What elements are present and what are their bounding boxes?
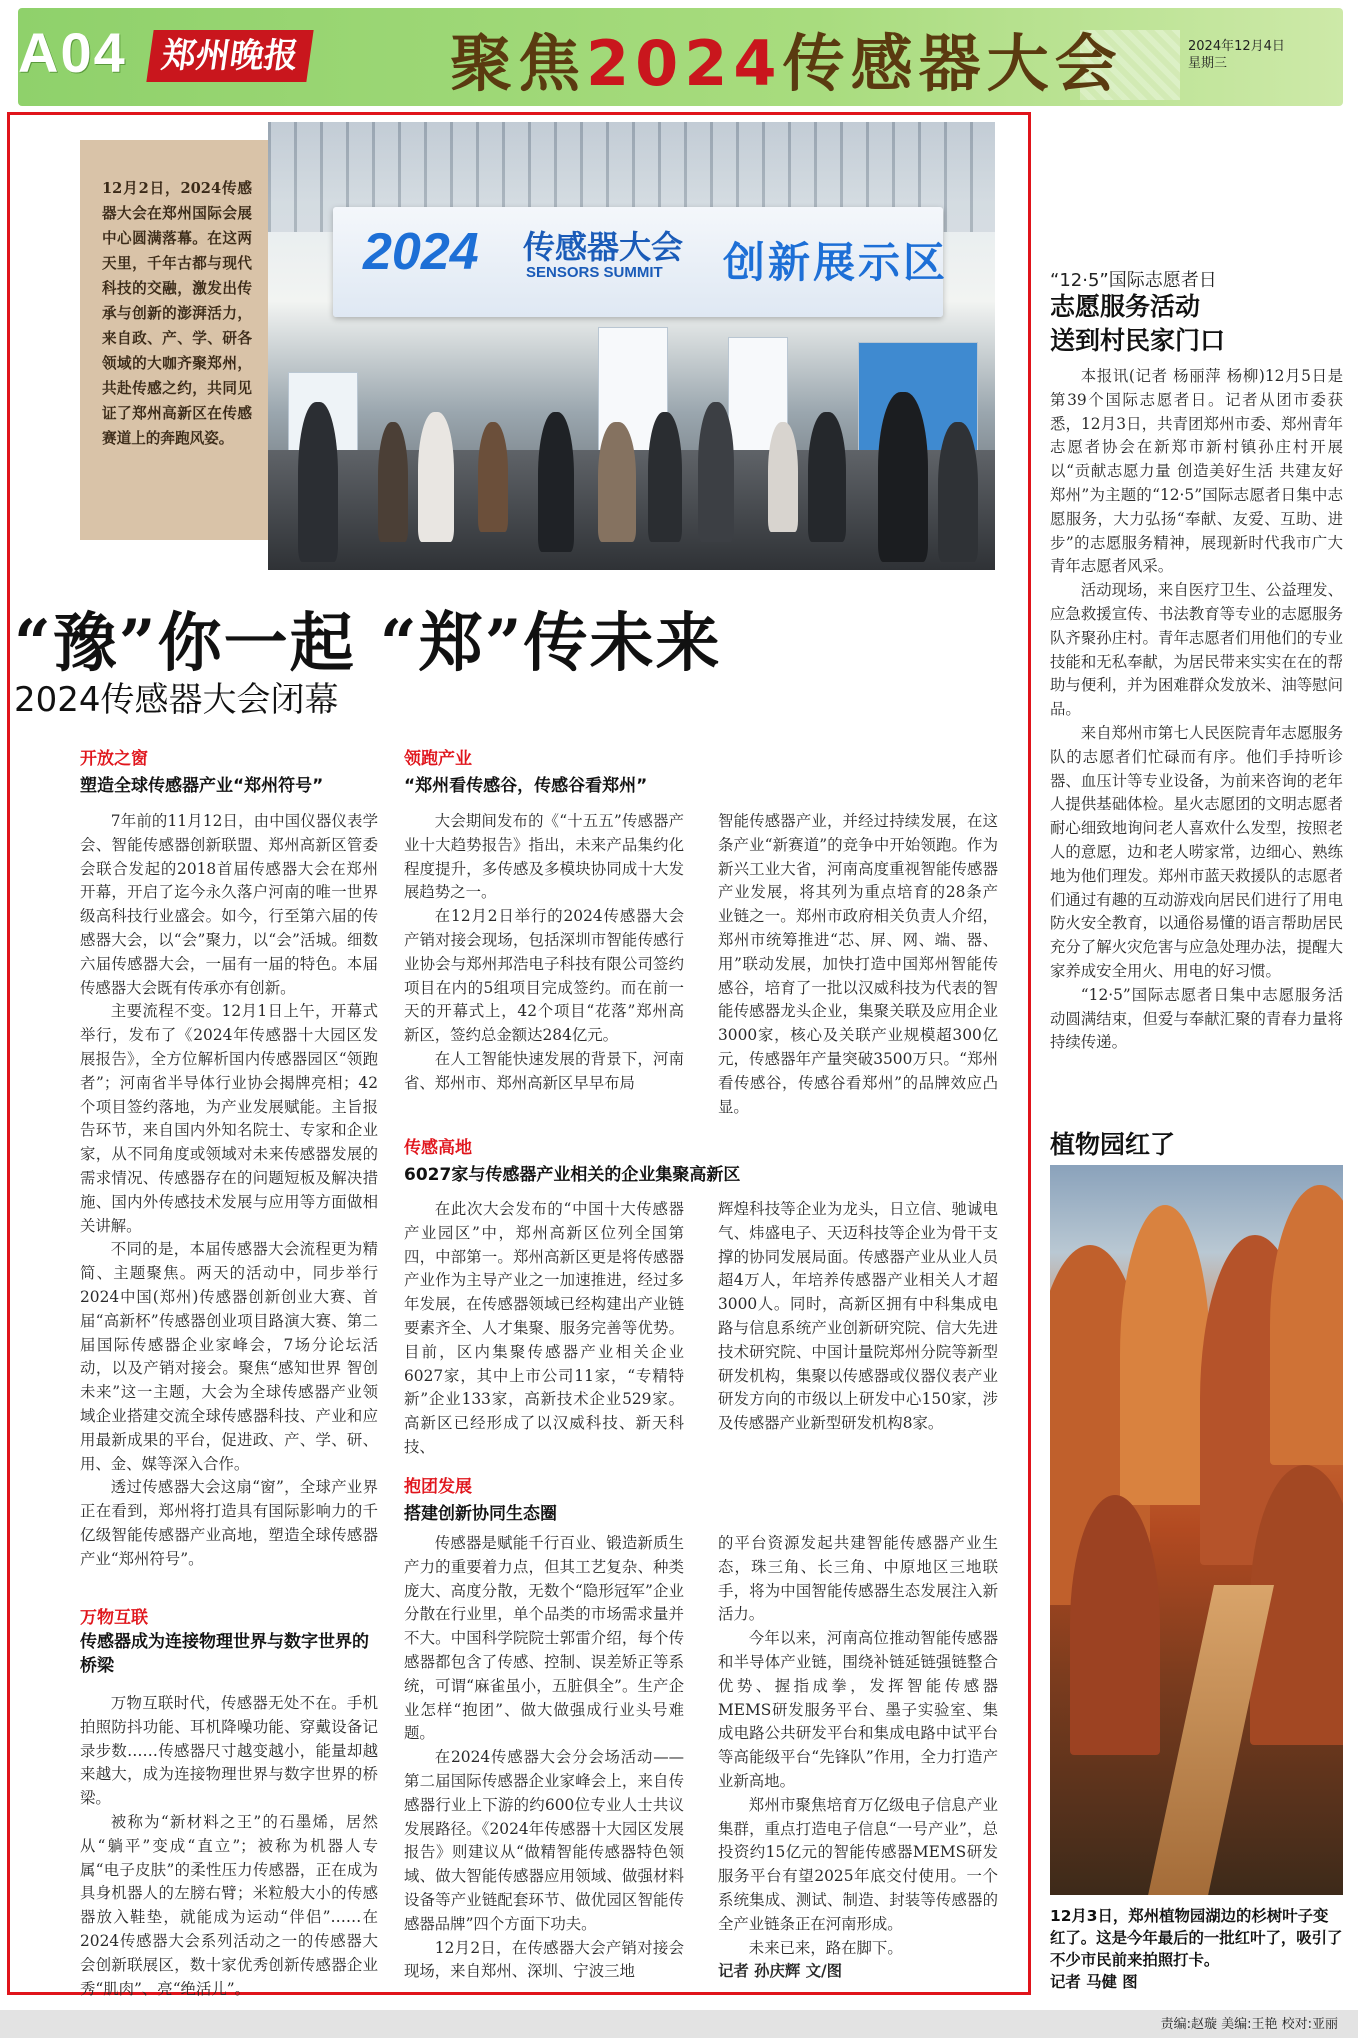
paragraph: 传感器是赋能千行百业、锻造新质生产力的重要着力点，但其工艺复杂、种类庞大、高度分散，无数个“隐形冠军”企业分散在行业里，单个品类的市场需求量并不大。中国科学院院士郭雷介绍，每个传感器都包含了传感、控制、误差矫正等系统，可谓“麻雀虽小，五脏俱全”。生产企业怎样“抱团”、做大做强成行业头号难题。 — [404, 1534, 684, 1743]
paragraph: 活动现场，来自医疗卫生、公益理发、应急救援宣传、书法教育等专业的志愿服务队齐聚孙庄村。青年志愿者们用他们的专业技能和无私奉献，为居民带来实实在在的帮助与便利，并为困难群众发放米、油等慰问品。 — [1050, 581, 1343, 719]
column-text — [404, 1532, 684, 1984]
exhibition-photo — [268, 122, 995, 570]
section-tag: 抱团发展 — [404, 1477, 472, 1497]
newspaper-logo: 郑州晚报 — [146, 30, 313, 82]
section-open-window — [80, 744, 378, 1572]
photo-caption: 12月2日，2024传感器大会在郑州国际会展中心圆满落幕。在这两天里，千年古都与现代科技的交融，激发出传承与创新的澎湃活力，来自政、产、学、研各领域的大咖齐聚郑州，共赴传感之约，共同见证了郑州高新区在传感赛道上的奔跑风姿。 — [80, 140, 268, 540]
paragraph: 被称为“新材料之王”的石墨烯，居然从“躺平”变成“直立”；被称为机器人专属“电子皮肤”的柔性压力传感器，正在成为具身机器人的左膀右臂；米粒般大小的传感器放入鞋垫，就能成为运动“伴侣”……在2024传感器大会系列活动之一的传感器大会创新联展区，数十家优秀创新传感器企业秀“肌肉”、亮“绝活儿”。 — [80, 1812, 378, 1998]
paragraph: 来自郑州市第七人民医院青年志愿服务队的志愿者们忙碌而有序。他们手持听诊器、血压计等专业设备，为前来咨询的老年人提供基础体检。星火志愿团的文明志愿者耐心细致地询问老人喜欢什么发型，按照老人的意愿，边和老人唠家常，边细心、熟练地为他们理发。郑州市蓝天救援队的志愿者们通过有趣的互动游戏向居民们进行了用电防火安全教育，以通俗易懂的语言帮助居民充分了解火灾危害与应急处理办法，提醒大家养成安全用火、用电的好习惯。 — [1050, 723, 1343, 980]
paragraph: 未来已来，路在脚下。 — [748, 1938, 903, 1957]
section-heading: 6027家与传感器产业相关的企业集聚高新区 — [404, 1165, 741, 1185]
paragraph: “12·5”国际志愿者日集中志愿服务活动圆满结束，但爱与奉献汇聚的青春力量将持续传递。 — [1050, 985, 1343, 1052]
section-tag: 领跑产业 — [404, 749, 472, 769]
issue-date — [1188, 38, 1285, 72]
section-heading: “郑州看传感谷，传感谷看郑州” — [404, 776, 648, 796]
paragraph: 透过传感器大会这扇“窗”，全球产业界正在看到，郑州将打造具有国际影响力的千亿级智能传感器产业高地，塑造全球传感器产业“郑州符号”。 — [80, 1478, 378, 1568]
paragraph: 大会期间发布的《“十五五”传感器产业十大趋势报告》指出，未来产品集约化程度提升，多传感及多模块协同成十大发展趋势之一。 — [404, 812, 684, 902]
sidebar-body — [1050, 365, 1343, 1055]
page-number: A04 — [18, 21, 127, 84]
headline-pre: 聚焦 — [450, 27, 587, 100]
paragraph: 万物互联时代，传感器无处不在。手机拍照防抖功能、耳机降噪功能、穿戴设备记录步数……传感器尺寸越变越小，能量却越来越大，成为连接物理世界与数字世界的桥梁。 — [80, 1694, 378, 1808]
section-leading-industry — [404, 744, 1004, 796]
column-text — [718, 1198, 998, 1436]
paragraph: 7年前的11月12日，由中国仪器仪表学会、智能传感器创新联盟、郑州高新区管委会联合发起的2018首届传感器大会在郑州开幕，开启了迄今永久落户河南的唯一世界级高科技行业盛会。如今，行至第六届的传感器大会，以“会”聚力，以“会”活城。细数六届传感器大会，一届有一届的特色。本届传感器大会既有传承亦有创新。 — [80, 812, 378, 997]
section-iot — [80, 1603, 378, 2001]
section-tag: 传感高地 — [404, 1138, 472, 1158]
paragraph: 的平台资源发起共建智能传感器产业生态，珠三角、长三角、中原地区三地联手，将为中国智能传感器生态发展注入新活力。 — [718, 1534, 998, 1624]
weekday-text: 星期三 — [1188, 56, 1228, 71]
section-heading: 塑造全球传感器产业“郑州符号” — [80, 776, 324, 796]
sidebar-kicker: “12·5”国际志愿者日 — [1050, 270, 1217, 291]
paragraph: 辉煌科技等企业为龙头，日立信、驰诚电气、炜盛电子、天迈科技等企业为骨干支撑的协同发展局面。传感器产业从业人员超4万人，年培养传感器产业相关人才超3000人。同时，高新区拥有中科集成电路与信息系统产业创新研究院、信大先进技术研究院、中国计量院郑州分院等新型研发机构，集聚以传感器或仪器仪表产业研发方向的市级以上研发中心150家，涉及传感器产业新型研发机构8家。 — [718, 1200, 998, 1433]
paragraph: 不同的是，本届传感器大会流程更为精简、主题聚焦。两天的活动中，同步举行2024中国(郑州)传感器创新创业大赛、首届“高新杯”传感器创业项目路演大赛、第二届国际传感器企业家峰会，7场分论坛活动，以及产销对接会。聚焦“感知世界 智创未来”这一主题，大会为全球传感器产业领域企业搭建交流全球传感器科技、产业和应用最新成果的平台，促进政、产、学、研、用、金、媒等深入合作。 — [80, 1240, 378, 1473]
article-subtitle: 2024传感器大会闭幕 — [14, 680, 339, 720]
paragraph: 郑州市聚焦培育万亿级电子信息产业集群，重点打造电子信息“一号产业”，总投资约15亿元的智能传感器MEMS研发服务平台有望2025年底交付使用。一个系统集成、测试、制造、封装等传感器的全产业链条正在河南形成。 — [718, 1795, 998, 1933]
section-tag: 万物互联 — [80, 1608, 148, 1628]
section-sensing-highland — [404, 1133, 1004, 1185]
sidebar-headline-line2: 送到村民家门口 — [1050, 326, 1226, 355]
column-text — [718, 1532, 998, 1984]
headline-post: 传感器大会 — [782, 27, 1123, 100]
section-heading: 传感器成为连接物理世界与数字世界的桥梁 — [80, 1632, 369, 1676]
sidebar-headline-line1: 志愿服务活动 — [1050, 292, 1201, 321]
caption-text: 12月3日，郑州植物园湖边的杉树叶子变红了。这是今年最后的一批红叶了，吸引了不少市民前来拍照打卡。 — [1050, 1907, 1343, 1969]
headline-year: 2024 — [586, 27, 783, 100]
red-leaves-photo — [1050, 1165, 1343, 1895]
sidebar-headline — [1050, 290, 1225, 358]
paragraph: 在人工智能快速发展的背景下，河南省、郑州市、郑州高新区早早布局 — [404, 1049, 684, 1092]
banner-year: 2024 — [363, 223, 479, 281]
photo-story-caption — [1050, 1905, 1343, 1993]
section-tag: 开放之窗 — [80, 749, 148, 769]
section-headline — [450, 14, 1123, 103]
photo-credit: 记者 马健 图 — [1050, 1973, 1138, 1991]
section-cluster — [404, 1472, 1004, 1524]
editor-credits: 责编:赵璇 美编:王艳 校对:亚丽 — [1160, 2017, 1338, 2032]
footer-bar — [0, 2010, 1358, 2038]
paragraph: 在12月2日举行的2024传感器大会产销对接会现场，包括深圳市智能传感行业协会与郑州邦浩电子科技有限公司签约项目在内的5组项目完成签约。而在前一天的开幕式上，42个项目“花落”郑州高新区，签约总金额达284亿元。 — [404, 907, 684, 1045]
paragraph: 今年以来，河南高位推动智能传感器和半导体产业链，围绕补链延链强链整合优势、握指成拳，发挥智能传感器MEMS研发服务平台、墨子实验室、集成电路公共研发平台和集成电路中试平台等高能级平台“先锋队”作用，全力打造产业新高地。 — [718, 1629, 998, 1790]
paragraph: 智能传感器产业，并经过持续发展，在这条产业“新赛道”的竞争中开始领跑。作为新兴工业大省，河南高度重视智能传感器产业发展，将其列为重点培育的28条产业链之一。郑州市政府相关负责人介绍，郑州市统筹推进“芯、屏、网、端、器、用”联动发展，加快打造中国郑州智能传感谷，培育了一批以汉威科技为代表的智能传感器龙头企业，集聚关联及应用企业3000家，核心及关联产业规模超300亿元，传感器年产量突破3500万只。“郑州看传感谷，传感谷看郑州”的品牌效应凸显。 — [718, 812, 998, 1116]
column-text — [404, 1198, 684, 1460]
article-title: “豫”你一起 “郑”传未来 — [14, 606, 722, 681]
paragraph: 在此次大会发布的“中国十大传感器产业园区”中，郑州高新区位列全国第四，中部第一。郑州高新区更是将传感器产业作为主导产业之一加速推进，经过多年发展，在传感器领域已经构建出产业链要素齐全、人才集聚、服务完善等优势。目前，区内集聚传感器产业相关企业6027家，其中上市公司11家，“专精特新”企业133家，高新技术企业529家。高新区已经形成了以汉威科技、新天科技、 — [404, 1200, 684, 1456]
byline: 记者 孙庆辉 文/图 — [718, 1962, 843, 1981]
section-heading: 搭建创新协同生态圈 — [404, 1504, 557, 1524]
column-text — [404, 810, 684, 1096]
banner-name: 传感器大会 — [523, 228, 684, 266]
column-text — [718, 810, 998, 1119]
banner-en: SENSORS SUMMIT — [526, 264, 663, 281]
paragraph: 在2024传感器大会分会场活动——第二届国际传感器企业家峰会上，来自传感器行业上下游的约600位专业人士共议发展路径。《2024年传感器十大园区发展报告》则建议从“做精智能传感器特色领域、做大智能传感器应用领域、做强材料设备等产业链配套环节、做优园区智能传感器品牌”四个方面下功夫。 — [404, 1748, 684, 1933]
paragraph: 12月2日，在传感器大会产销对接会现场，来自郑州、深圳、宁波三地 — [404, 1938, 684, 1981]
photo-story-title: 植物园红了 — [1050, 1130, 1176, 1159]
paragraph: 本报讯(记者 杨丽萍 杨柳)12月5日是第39个国际志愿者日。记者从团市委获悉，12月3日，共青团郑州市委、郑州青年志愿者协会在新郑市新村镇孙庄村开展以“贡献志愿力量 创造美好生活 共建友好郑州”为主题的“12·5”国际志愿者日集中志愿服务，大力弘扬“奉献、友爱、互助、进步”的志愿服务精神，展现新时代我市广大青年志愿者风采。 — [1050, 367, 1343, 576]
banner-hall: 创新展示区 — [723, 238, 949, 287]
paragraph: 主要流程不变。12月1日上午，开幕式举行，发布了《2024年传感器十大园区发展报告》，全方位解析国内传感器园区“领跑者”；河南省半导体行业协会揭牌亮相；42个项目签约落地，为产业发展赋能。主旨报告环节，来自国内外知名院士、专家和企业家，从不同角度或领域对未来传感器发展的需求情况、传感器存在的问题短板及解决措施、国内外传感技术发展与应用等方面做相关讲解。 — [80, 1002, 378, 1235]
date-text: 2024年12月4日 — [1188, 39, 1285, 54]
